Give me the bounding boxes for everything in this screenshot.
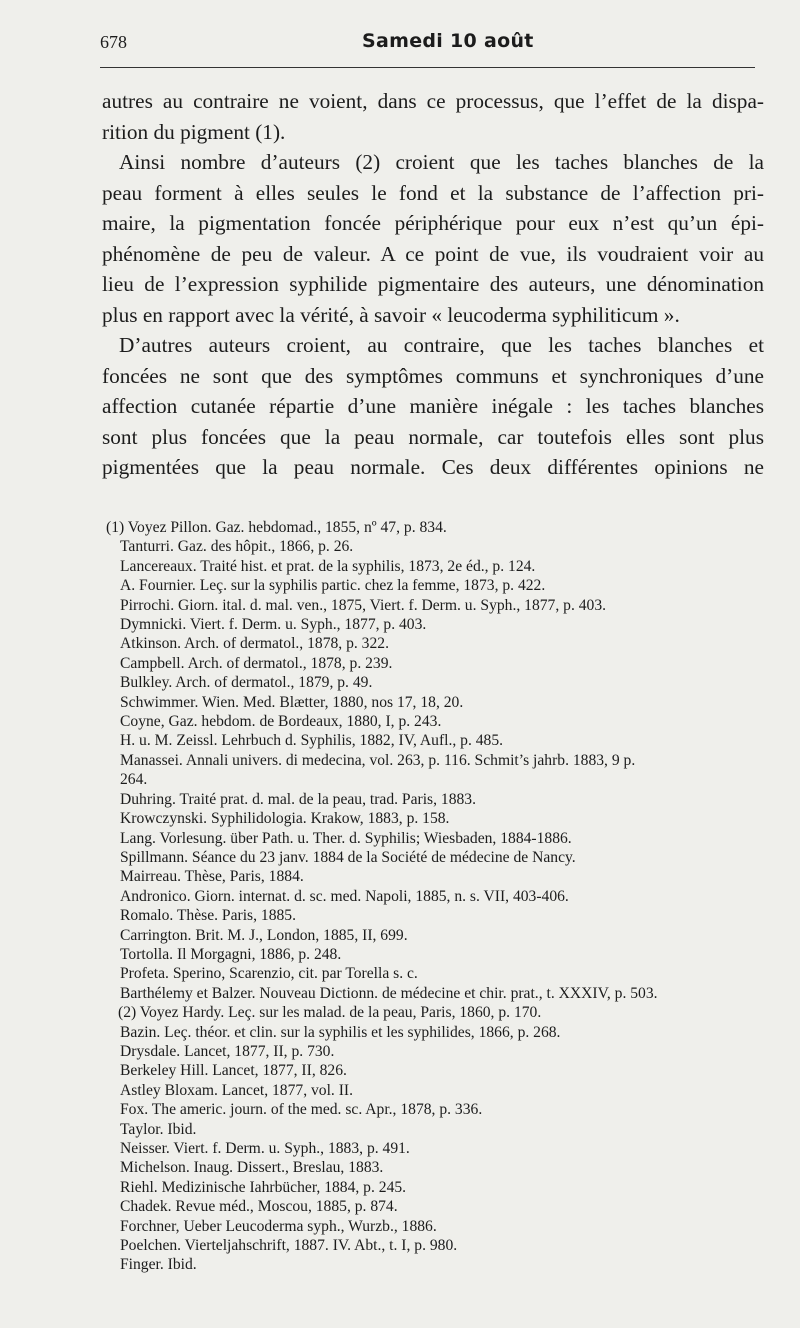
footnote-line: Forchner, Ueber Leucoderma syph., Wurzb., 1886. [120, 1217, 437, 1235]
text-line: plus en rapport avec la vérité, à savoir « leucoderma syphiliticum ». [102, 302, 680, 327]
footnote-line: Poelchen. Vierteljahschrift, 1887. IV. Abt., t. I, p. 980. [120, 1237, 458, 1255]
footnote-line: Dymnicki. Viert. f. Derm. u. Syph., 1877, p. 403. [120, 616, 427, 634]
footnote-line: Spillmann. Séance du 23 janv. 1884 de la Société de médecine de Nancy. [120, 848, 576, 866]
text-line: foncées ne sont que des symptômes communs et synchroniques d’une [102, 363, 764, 388]
footnote-line: Michelson. Inaug. Dissert., Breslau, 1883. [120, 1159, 384, 1177]
footnote-line: Profeta. Sperino, Scarenzio, cit. par Torella s. c. [120, 965, 418, 983]
text-line: peau forment à elles seules le fond et la substance de l’affection pri- [102, 180, 764, 205]
footnote-line: Fox. The americ. journ. of the med. sc. Apr., 1878, p. 336. [120, 1101, 483, 1119]
footnote-line: Bazin. Leç. théor. et clin. sur la syphilis et les syphilides, 1866, p. 268. [120, 1023, 561, 1041]
text-line: Ainsi nombre d’auteurs (2) croient que les taches blanches de la [119, 150, 764, 174]
footnote-line: Carrington. Brit. M. J., London, 1885, II, 699. [120, 926, 408, 944]
footnote-line: 264. [120, 771, 148, 789]
footnote-line: Romalo. Thèse. Paris, 1885. [120, 907, 296, 925]
footnote-line: H. u. M. Zeissl. Lehrbuch d. Syphilis, 1882, IV, Aufl., p. 485. [120, 732, 504, 750]
footnote-line: Taylor. Ibid. [120, 1120, 197, 1138]
footnotes [104, 518, 784, 1275]
footnote-line: Pirrochi. Giorn. ital. d. mal. ven., 1875, Viert. f. Derm. u. Syph., 1877, p. 403. [120, 596, 607, 614]
footnote-line: Finger. Ibid. [120, 1256, 197, 1274]
footnote-line: Riehl. Medizinische Iahrbücher, 1884, p. 245. [120, 1178, 407, 1196]
main-text [102, 86, 764, 483]
footnote-line: Bulkley. Arch. of dermatol., 1879, p. 49. [120, 674, 373, 692]
footnote-line: Berkeley Hill. Lancet, 1877, II, 826. [120, 1062, 347, 1080]
text-line: affection cutanée répartie d’une manière inégale : les taches blanches [102, 394, 764, 418]
footnote-line: Tanturri. Gaz. des hôpit., 1866, p. 26. [120, 538, 354, 556]
footnote-line: Atkinson. Arch. of dermatol., 1878, p. 322. [120, 635, 389, 653]
footnote-line: Campbell. Arch. of dermatol., 1878, p. 239. [120, 654, 393, 672]
footnote-line: Andronico. Giorn. internat. d. sc. med. Napoli, 1885, n. s. VII, 403-406. [120, 887, 569, 905]
footnote-line: Drysdale. Lancet, 1877, II, p. 730. [120, 1042, 335, 1060]
footnote-line: Barthélemy et Balzer. Nouveau Dictionn. de médecine et chir. prat., t. XXXIV, p. 503. [120, 984, 658, 1002]
page-number: 678 [100, 32, 127, 52]
footnote-line: Krowczynski. Syphilidologia. Krakow, 1883, p. 158. [120, 810, 450, 828]
text-line: pigmentées que la peau normale. Ces deux différentes opinions ne [102, 455, 764, 479]
footnote-line: Neisser. Viert. f. Derm. u. Syph., 1883, p. 491. [120, 1140, 410, 1157]
text-line: maire, la pigmentation foncée périphérique pour eux n’est qu’un épi- [102, 211, 764, 235]
footnote-line: Manassei. Annali univers. di medecina, vol. 263, p. 116. Schmit’s jahrb. 1883, 9 p. [120, 751, 636, 769]
footnote-line: Astley Bloxam. Lancet, 1877, vol. II. [120, 1081, 353, 1099]
footnote-line: Lang. Vorlesung. über Path. u. Ther. d. Syphilis; Wiesbaden, 1884-1886. [120, 829, 572, 847]
footnote-line: Mairreau. Thèse, Paris, 1884. [120, 868, 304, 886]
footnote-line: Chadek. Revue méd., Moscou, 1885, p. 874. [120, 1198, 398, 1216]
footnote-line: Tortolla. Il Morgagni, 1886, p. 248. [120, 945, 342, 963]
text-line: sont plus foncées que la peau normale, car toutefois elles sont plus [102, 424, 764, 449]
text-line: rition du pigment (1). [102, 119, 286, 144]
text-line: lieu de l’expression syphilide pigmentaire des auteurs, une dénomination [102, 272, 764, 296]
footnote-line: A. Fournier. Leç. sur la syphilis partic. chez la femme, 1873, p. 422. [120, 577, 546, 595]
text-line: phénomène de peu de valeur. A ce point de vue, ils voudraient voir au [102, 241, 764, 266]
footnote-line: Schwimmer. Wien. Med. Blætter, 1880, nos 17, 18, 20. [120, 693, 464, 711]
footnote-line: Lancereaux. Traité hist. et prat. de la syphilis, 1873, 2e éd., p. 124. [120, 557, 536, 575]
footnote-line: Duhring. Traité prat. d. mal. de la peau, trad. Paris, 1883. [120, 790, 476, 808]
page-header [0, 28, 800, 58]
footnote-line: Coyne, Gaz. hebdom. de Bordeaux, 1880, I, p. 243. [120, 713, 442, 731]
footnote-line: (2) Voyez Hardy. Leç. sur les malad. de la peau, Paris, 1860, p. 170. [118, 1004, 542, 1022]
footnote-line: (1) Voyez Pillon. Gaz. hebdomad., 1855, nº 47, p. 834. [106, 519, 447, 536]
header-rule [100, 67, 755, 68]
text-line: D’autres auteurs croient, au contraire, que les taches blanches et [119, 333, 764, 357]
running-head: Samedi 10 août [362, 30, 534, 52]
text-line: autres au contraire ne voient, dans ce processus, que l’effet de la dispa- [102, 89, 764, 113]
